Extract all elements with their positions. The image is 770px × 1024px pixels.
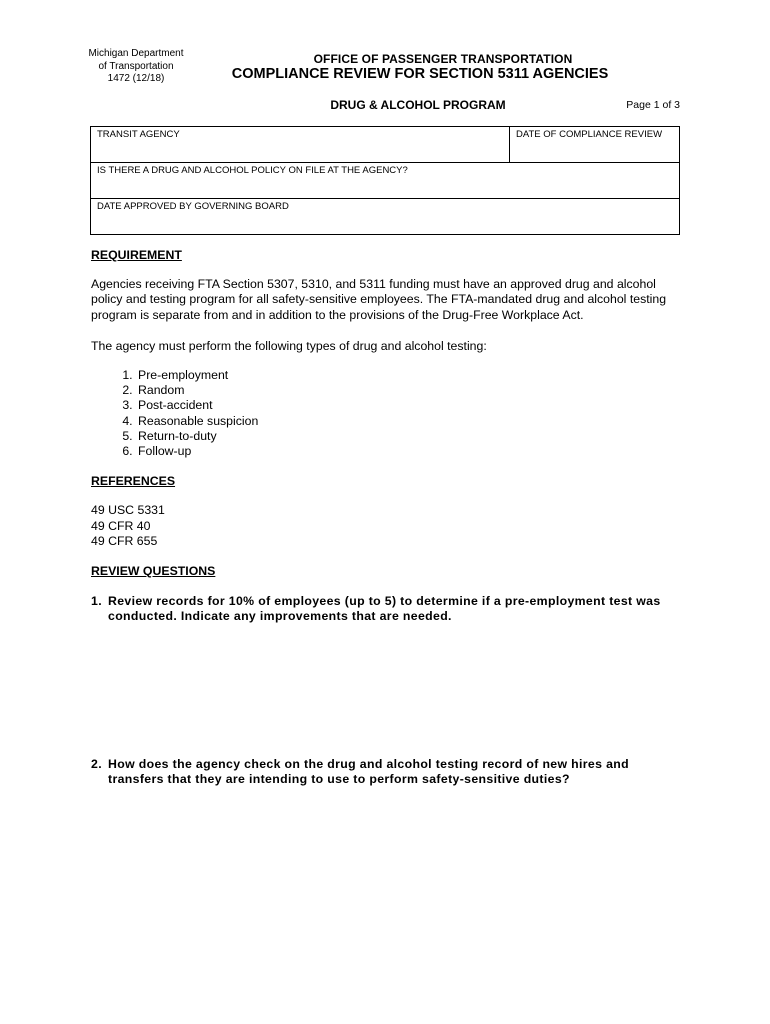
list-item: 4. Reasonable suspicion	[136, 414, 680, 429]
reference-item: 49 CFR 40	[91, 518, 151, 533]
references-heading: REFERENCES	[91, 474, 176, 489]
review-date-label: DATE OF COMPLIANCE REVIEW	[516, 129, 663, 140]
question-number: 2.	[91, 756, 102, 771]
review-questions-heading: REVIEW QUESTIONS	[91, 564, 216, 579]
testing-types-list	[91, 368, 680, 459]
transit-agency-label: TRANSIT AGENCY	[97, 129, 180, 140]
reference-item: 49 USC 5331	[91, 503, 165, 518]
program-title: DRUG & ALCOHOL PROGRAM	[330, 98, 506, 112]
list-item: 1. Pre-employment	[136, 368, 680, 383]
policy-on-file-field[interactable]	[91, 163, 680, 199]
info-row-approved	[91, 199, 680, 235]
references-list	[91, 503, 680, 549]
requirement-paragraph: Agencies receiving FTA Section 5307, 5310, and 5311 funding must have an approved drug and alcohol policy and testing program for all safety-sensitive employees. The FTA-mandated drug and alcohol testing program is separate from and in addition to the provisions of the Drug-Free Workplace Act.	[91, 277, 667, 322]
list-item: 2. Random	[136, 383, 680, 398]
form-title: COMPLIANCE REVIEW FOR SECTION 5311 AGENCIES	[231, 66, 609, 82]
policy-on-file-label: IS THERE A DRUG AND ALCOHOL POLICY ON FILE AT THE AGENCY?	[97, 165, 408, 176]
reference-item: 49 CFR 655	[91, 533, 158, 548]
info-row-policy	[91, 163, 680, 199]
document-body	[91, 248, 680, 787]
question-text: How does the agency check on the drug and alcohol testing record of new hires and transfers that they are intending to use to perform safety-sensitive duties?	[108, 756, 629, 786]
form-number: 1472 (12/18)	[107, 73, 165, 84]
list-item: 3. Post-accident	[136, 398, 680, 413]
review-date-field[interactable]	[510, 127, 680, 163]
agency-info-table	[90, 126, 680, 235]
page-number: Page 1 of 3	[626, 99, 680, 111]
info-row-agency	[91, 127, 680, 163]
department-block	[84, 48, 188, 86]
question-number: 1.	[91, 594, 102, 609]
question-text: Review records for 10% of employees (up to 5) to determine if a pre-employment test was conducted. Indicate any improvements that are needed.	[108, 594, 661, 624]
review-question-2	[91, 757, 680, 787]
testing-intro: The agency must perform the following types of drug and alcohol testing:	[91, 338, 487, 353]
date-approved-label: DATE APPROVED BY GOVERNING BOARD	[97, 201, 289, 212]
list-item: 6. Follow-up	[136, 444, 680, 459]
list-item: 5. Return-to-duty	[136, 429, 680, 444]
transit-agency-field[interactable]	[91, 127, 510, 163]
office-name: OFFICE OF PASSENGER TRANSPORTATION	[313, 52, 573, 66]
department-name-line1: Michigan Department	[88, 48, 184, 59]
department-name-line2: of Transportation	[98, 60, 174, 72]
review-question-1	[91, 594, 680, 624]
requirement-heading: REQUIREMENT	[91, 248, 182, 262]
date-approved-field[interactable]	[91, 199, 680, 235]
